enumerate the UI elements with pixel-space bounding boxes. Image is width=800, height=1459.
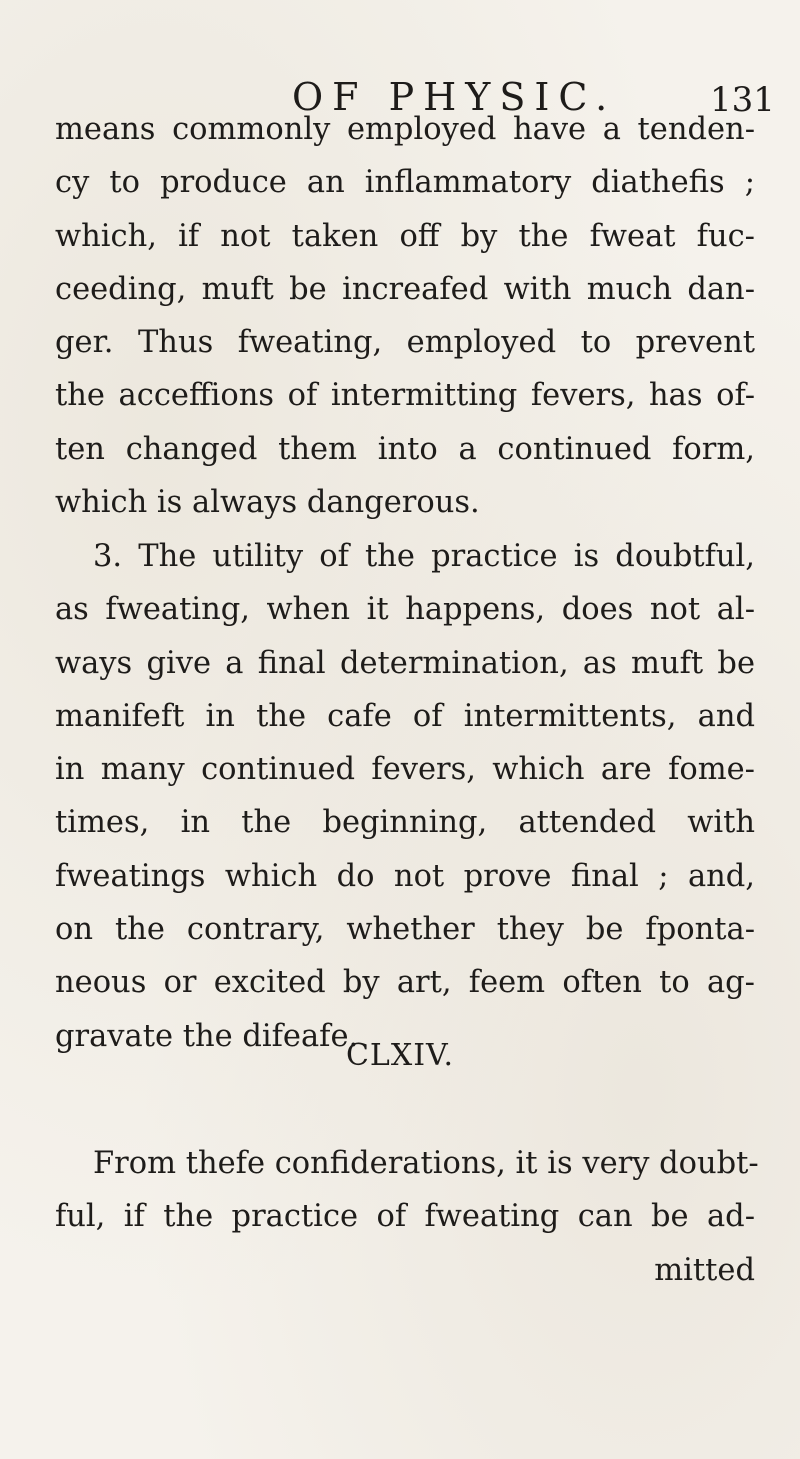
- text-line: fweatings which do not prove final ; and,: [55, 858, 755, 894]
- text-line: means commonly employed have a tenden-: [55, 112, 755, 147]
- text-line: ful, if the practice of fweating can be ad-: [55, 1199, 755, 1235]
- text-line: times, in the beginning, attended with: [55, 805, 755, 841]
- section-number: CLXIV.: [345, 1038, 455, 1073]
- text-line: manifeft in the cafe of intermittents, and: [55, 698, 755, 734]
- text-line: which is always dangerous.: [55, 485, 480, 521]
- paragraph-3: [55, 1137, 759, 1297]
- text-line: mitted: [654, 1252, 755, 1288]
- text-line: the acceffions of intermitting fevers, has of-: [55, 378, 755, 414]
- paragraph-2: [55, 530, 755, 1063]
- text-line: gravate the difeafe.: [55, 1018, 359, 1054]
- running-title: OF PHYSIC.: [292, 75, 617, 119]
- text-line: 3. The utility of the practice is doubtful,: [93, 539, 755, 574]
- text-line: on the contrary, whether they be fponta-: [55, 912, 755, 948]
- text-line: which, if not taken off by the fweat fuc-: [55, 218, 755, 254]
- text-line: ten changed them into a continued form,: [55, 431, 755, 467]
- text-line: neous or excited by art, feem often to ag-: [55, 965, 755, 1001]
- text-line: From thefe confiderations, it is very doubt-: [93, 1146, 759, 1181]
- text-line: ger. Thus fweating, employed to prevent: [55, 325, 755, 361]
- text-line: ways give a final determination, as muft be: [55, 645, 755, 681]
- text-line: in many continued fevers, which are fome-: [55, 752, 755, 788]
- text-line: cy to produce an inflammatory diathefis ;: [55, 165, 755, 201]
- text-line: ceeding, muft be increafed with much dan-: [55, 271, 755, 307]
- text-line: as fweating, when it happens, does not al-: [55, 592, 755, 628]
- paragraph-1: [55, 103, 755, 529]
- page-number: 131: [710, 80, 775, 120]
